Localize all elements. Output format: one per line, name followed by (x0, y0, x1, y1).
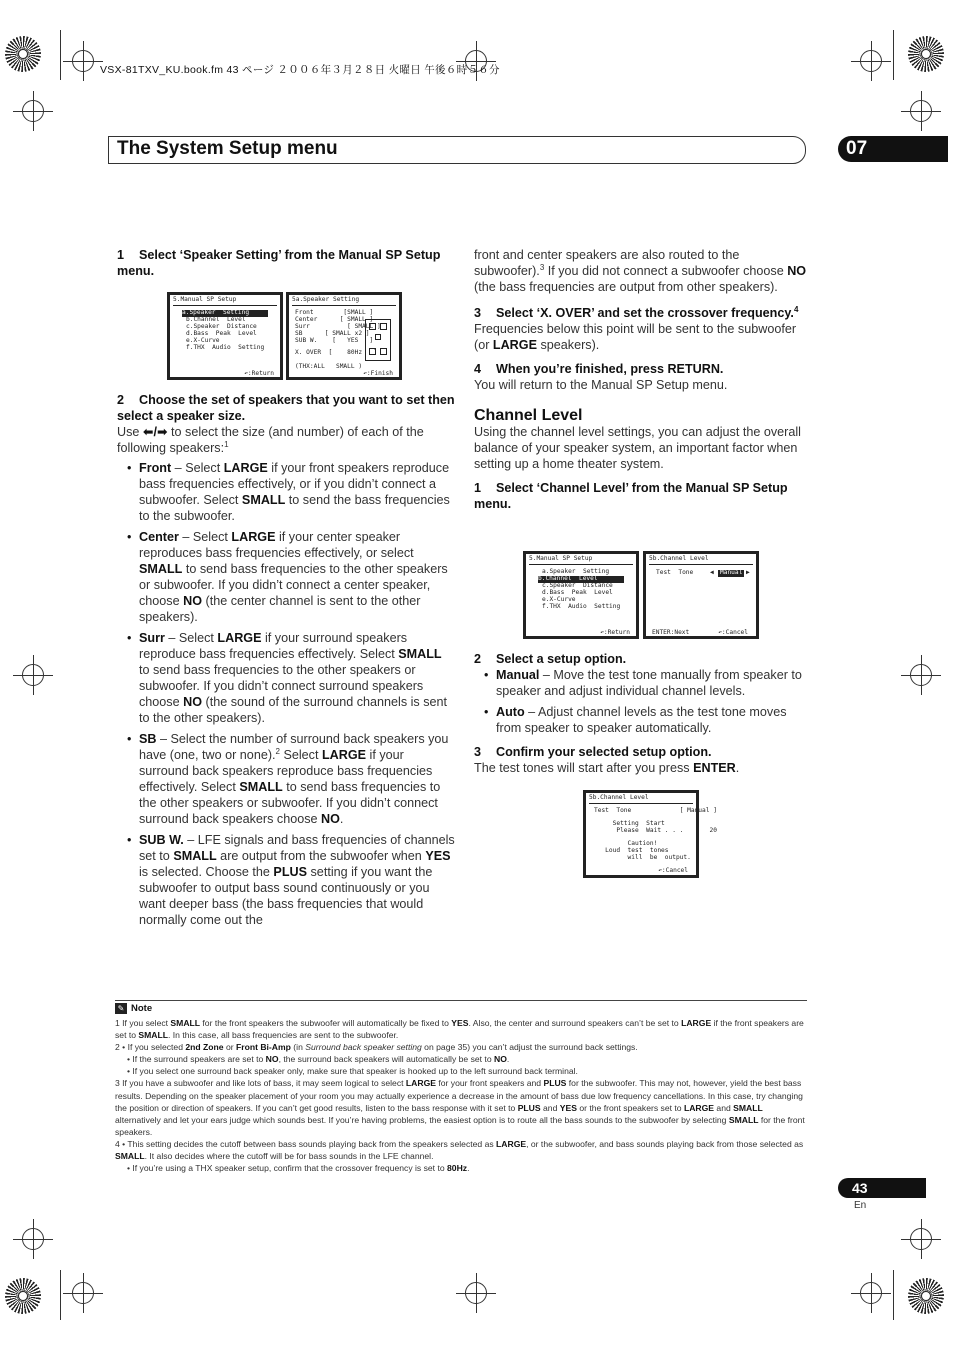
osd-row: will be output. (594, 854, 691, 861)
osd-title: 5a.Speaker Setting (292, 296, 360, 303)
osd-test-tone (583, 790, 717, 878)
crosshair-mark-icon (860, 50, 882, 72)
use-instruction: Use ⬅/➡ to select the size (and number) of each of the following speakers:$^1$ (117, 425, 424, 455)
osd-footer-right: ↶:Cancel (718, 629, 748, 636)
osd-item: c.Speaker Distance (186, 323, 257, 330)
list-item: • Center – Select LARGE if your center speaker reproduces bass frequencies effectively, or select SMALL to send bass frequencies to the other speakers or subwoofer. If you didn’t connect a center speaker, choose NO (the center channel is sent to the other speakers). (139, 529, 455, 625)
left-arrow-icon: ◀ (710, 569, 714, 576)
osd-item: b.Channel Level (186, 316, 246, 323)
step-3: 3 Select ‘X. OVER’ and set the crossover frequency.$^4$ (474, 304, 799, 320)
osd-footer: ↶:Return (244, 370, 274, 377)
osd-item: c.Speaker Distance (542, 582, 613, 589)
note-pencil-icon: ✎ (115, 1003, 127, 1014)
chapter-tab (838, 136, 948, 162)
osd-row: Test Tone [ Manual ] (594, 807, 717, 814)
step-4-body: You will return to the Manual SP Setup menu. (474, 378, 728, 392)
osd-row-value: Manual (720, 569, 743, 576)
step-1: 1 Select ‘Speaker Setting’ from the Manual SP Setup menu. (117, 248, 441, 278)
osd-footer: ↶:Finish (363, 370, 393, 377)
osd-footer: ↶:Cancel (658, 867, 688, 874)
osd-channel-level (643, 551, 759, 639)
osd-row: Front [SMALL ] (295, 309, 374, 316)
crosshair-mark-icon (910, 1228, 932, 1250)
step-4: 4 When you’re finished, press RETURN. (474, 362, 724, 376)
osd-item: e.X-Curve (186, 337, 220, 344)
footnote-2: 2 • If you selected 2nd Zone or Front Bi-Amp (in Surround back speaker setting on page 35) you can’t adjust the surround back settings. (115, 1042, 638, 1053)
osd-row: (THX:ALL SMALL ) (295, 363, 363, 370)
crop-mark (893, 30, 894, 80)
crosshair-mark-icon (860, 1282, 882, 1304)
osd-title: 5b.Channel Level (649, 555, 709, 562)
osd-row: SUB W. [ YES ] (295, 337, 374, 344)
left-right-arrows-icon: ⬅/➡ (142, 425, 168, 439)
osd-title: 5.Manual SP Setup (529, 555, 593, 562)
list-item: • SUB W. – LFE signals and bass frequencies of channels set to SMALL are output from the subwoofer when YES is selected. Choose the PLUS setting if you want the subwoofer to output bass sound continuously or you want deeper bass (the bass frequencies that would normally come out the (139, 832, 455, 928)
right-column (474, 247, 810, 512)
left-column (117, 247, 455, 279)
cl-step-1: 1 Select ‘Channel Level’ from the Manual SP Setup menu. (474, 481, 788, 511)
registration-sunburst-icon (5, 1278, 41, 1314)
osd-row: Setting Start (594, 820, 665, 827)
osd-title: 5.Manual SP Setup (173, 296, 237, 303)
crosshair-mark-icon (22, 100, 44, 122)
section-heading-channel-level: Channel Level (474, 407, 583, 424)
osd-title: 5b.Channel Level (589, 794, 649, 801)
footnote-2c: • If you select one surround back speaker only, make sure that speaker is hooked up to the left surround back terminal. (127, 1066, 578, 1077)
step-2: 2 Choose the set of speakers that you want to set then select a speaker size. (117, 393, 455, 423)
page-number: 43 (852, 1180, 868, 1196)
right-column-body (474, 651, 810, 776)
osd-row: Loud test tones (594, 847, 669, 854)
page-title-bar (108, 136, 806, 164)
osd-row: SB [ SMALL x2 ] (295, 330, 370, 337)
crop-mark (60, 30, 61, 80)
footnote-3: 3 If you have a subwoofer and like lots of bass, it may seem logical to select LARGE for your front speakers and PLUS for the subwoofer. This may not, however, yield the best bass results. Depending on the speaker placement of your room you may actually experience a decrease in the amount of bass due low frequency cancellations. In this case, try changing the position or direction of speakers. If you can’t get good results, listen to the bass response with it set to PLUS and YES or the front speakers set to LARGE and SMALL alternatively and let your ears judge which sounds best. If you’re having problems, the easiest option is to route all the bass sounds to the subwoofer by selecting SMALL for the front speakers. (115, 1078, 805, 1137)
osd-manual-sp-setup (167, 292, 283, 380)
osd-footer-left: ENTER:Next (652, 629, 690, 636)
crosshair-mark-icon (22, 664, 44, 686)
osd-row-label: Test Tone (656, 569, 694, 576)
page-number-tab (838, 1178, 926, 1198)
cl-step-3: 3 Confirm your selected setup option. (474, 745, 712, 759)
footnote-4: 4 • This setting decides the cutoff between bass sounds playing back from the speakers selected as LARGE, or the subwoofer, and bass sounds playing back from those selected as SMALL. It also decides where the cutoff will be for bass sounds in the LFE channel. (115, 1138, 804, 1162)
osd-item: e.X-Curve (542, 596, 576, 603)
step-3-body: Frequencies below this point will be sent to the subwoofer (or LARGE speakers). (474, 322, 797, 352)
note-divider (115, 1000, 807, 1001)
osd-row: Caution! (594, 840, 658, 847)
footnote-2b: • If the surround speakers are set to NO, the surround back speakers will automatically be set to NO. (127, 1054, 510, 1065)
list-item: • Manual – Move the test tone manually from speaker to speaker and adjust individual channel levels. (496, 667, 810, 699)
crosshair-mark-icon (72, 50, 94, 72)
left-column-body (117, 392, 455, 933)
osd-row: Please Wait . . . 20 (594, 827, 717, 834)
footnote-1: 1 If you select SMALL for the front speakers the subwoofer will automatically be fixed to YES. Also, the center and surround speakers can’t be set to LARGE if the front speakers are set to SMALL. In this case, all bass frequencies are sent to the subwoofer. (115, 1018, 804, 1041)
speaker-list (117, 460, 455, 928)
channel-level-intro: Using the channel level settings, you can adjust the overall balance of your speaker system, an important factor when setting up a home theater system. (474, 425, 801, 471)
osd-item: f.THX Audio Setting (186, 344, 265, 351)
registration-sunburst-icon (5, 36, 41, 72)
footnote-4b: • If you’re using a THX speaker setup, confirm that the crossover frequency is set to 80Hz. (127, 1163, 470, 1174)
cl-step-2: 2 Select a setup option. (474, 652, 627, 666)
page-title: The System Setup menu (117, 138, 338, 159)
crosshair-mark-icon (465, 1282, 487, 1304)
note-heading: ✎ Note (115, 1003, 152, 1014)
osd-footer: ↶:Return (600, 629, 630, 636)
speaker-layout-icon (365, 319, 391, 361)
setup-option-list (474, 667, 810, 736)
crosshair-mark-icon (22, 1228, 44, 1250)
crosshair-mark-icon (910, 100, 932, 122)
crop-mark (893, 1270, 894, 1320)
osd-item: a.Speaker Setting (542, 568, 610, 575)
list-item: • SB – Select the number of surround back speakers you have (one, two or none).$^2$ Select LARGE if your surround back speakers reproduce bass frequencies effectively. Select SMALL to send bass frequencies to the other speakers or subwoofer. If you didn’t connect surround back speakers choose NO. (139, 731, 455, 827)
osd-row: X. OVER [ 80Hz ] (295, 349, 377, 356)
registration-sunburst-icon (908, 1278, 944, 1314)
right-arrow-icon: ▶ (746, 569, 750, 576)
osd-item: d.Bass Peak Level (186, 330, 257, 337)
continued-text: front and center speakers are also routed to the subwoofer).$^3$ If you did not connect a subwoofer choose NO (the bass frequencies are output from other speakers). (474, 248, 807, 294)
footnotes (115, 1017, 807, 1174)
crosshair-mark-icon (910, 664, 932, 686)
cl-step-3-body: The test tones will start after you press ENTER. (474, 761, 740, 775)
registration-sunburst-icon (908, 36, 944, 72)
osd-item: b.Channel Level (538, 576, 624, 583)
crosshair-mark-icon (72, 1282, 94, 1304)
osd-speaker-setting (286, 292, 402, 380)
osd-item: a.Speaker Setting (182, 310, 268, 317)
osd-manual-sp-setup-2 (523, 551, 639, 639)
osd-row: Surr [ SMALL ] (295, 323, 381, 330)
file-header: VSX-81TXV_KU.book.fm 43 ページ ２００６年３月２８日 火曜日 午後６時５６分 (100, 64, 500, 76)
list-item: • Surr – Select LARGE if your surround speakers reproduce bass frequencies effectively. Select SMALL to send bass frequencies to the other speakers or subwoofer. If you didn’t connect surround speakers choose NO (the sound of the surround channels is sent to the other speakers). (139, 630, 455, 726)
chapter-number: 07 (846, 138, 868, 159)
osd-item: d.Bass Peak Level (542, 589, 613, 596)
language-label: En (854, 1200, 867, 1211)
list-item: • Front – Select LARGE if your front speakers reproduce bass frequencies effectively, or if you didn’t connect a subwoofer. Select SMALL to send the bass frequencies to the subwoofer. (139, 460, 455, 524)
crop-mark (60, 1270, 61, 1320)
list-item: • Auto – Adjust channel levels as the test tone moves from speaker to speaker automatically. (496, 704, 810, 736)
osd-item: f.THX Audio Setting (542, 603, 621, 610)
osd-row: Center [ SMALL ] (295, 316, 374, 323)
